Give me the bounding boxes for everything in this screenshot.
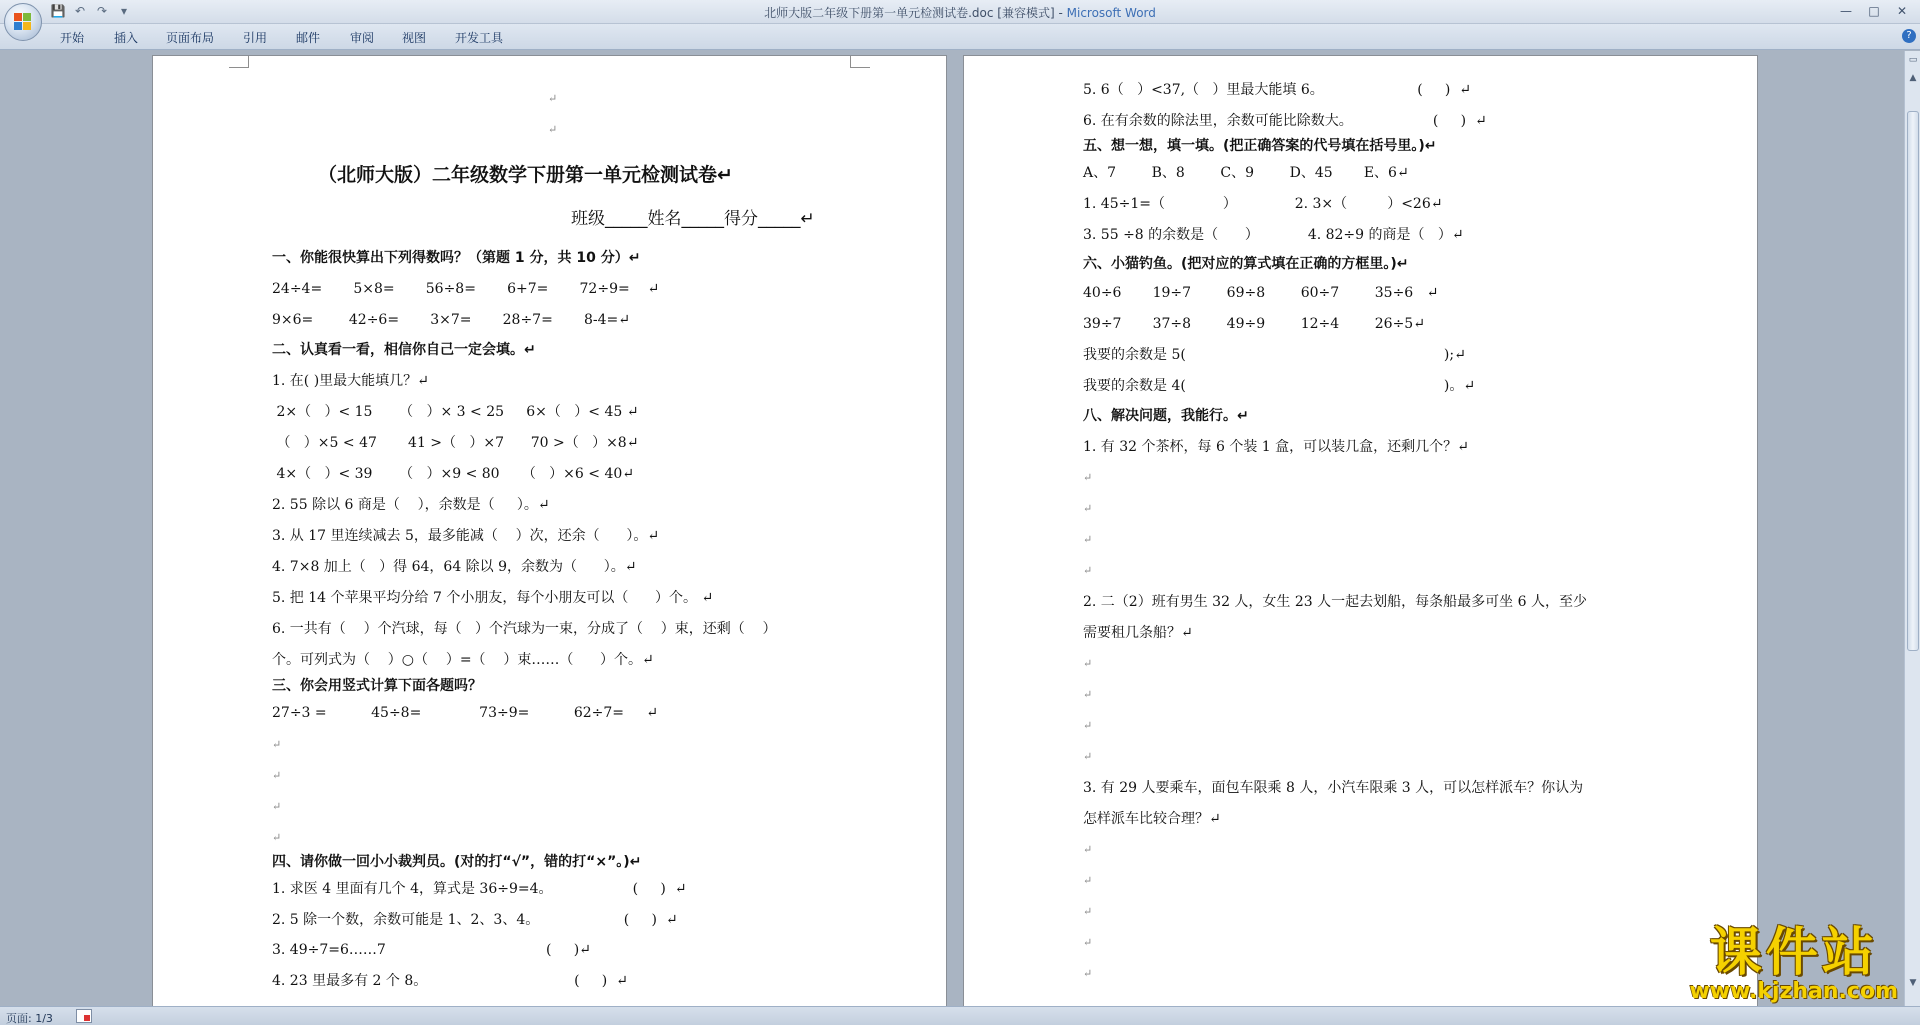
paragraph-mark: ↵ bbox=[1083, 533, 1093, 546]
section-heading: 八、解决问题，我能行。↵ bbox=[1083, 408, 1249, 424]
document-title: 北师大版二年级下册第一单元检测试卷.doc [兼容模式] bbox=[764, 6, 1055, 20]
document-workspace bbox=[0, 51, 1904, 1006]
site-watermark bbox=[1689, 925, 1898, 1003]
section-heading: 二、认真看一看，相信你自己一定会填。↵ bbox=[272, 342, 536, 358]
help-icon[interactable]: ? bbox=[1902, 29, 1916, 43]
text-line: 4×（ ）< 39 （ ）×9 < 80 （ ）×6 < 40↵ bbox=[272, 466, 634, 482]
paragraph-mark: ↵ bbox=[1083, 688, 1093, 701]
text-line: A、7 B、8 C、9 D、45 E、6↵ bbox=[1083, 165, 1409, 181]
tab-review[interactable]: 审阅 bbox=[350, 31, 375, 45]
tab-home[interactable]: 开始 bbox=[60, 31, 85, 45]
office-button[interactable] bbox=[4, 3, 42, 41]
text-line: 9×6= 42÷6= 3×7= 28÷7= 8-4=↵ bbox=[272, 312, 630, 328]
paragraph-mark: ↵ bbox=[1083, 719, 1093, 732]
text-line: 5. 6（ ）<37,（ ）里最大能填 6。 ( ) ↵ bbox=[1083, 82, 1472, 98]
tab-references[interactable]: 引用 bbox=[243, 31, 268, 45]
paragraph-mark: ↵ bbox=[548, 123, 558, 136]
text-line: 2. 55 除以 6 商是（ ），余数是（ ）。↵ bbox=[272, 497, 550, 513]
text-line: 3. 49÷7=6……7 ( )↵ bbox=[272, 942, 591, 958]
text-line: 3. 从 17 里连续减去 5，最多能减（ ）次，还余（ ）。↵ bbox=[272, 528, 660, 544]
text-line: 1. 在( )里最大能填几？↵ bbox=[272, 373, 429, 389]
ribbon-tabs bbox=[0, 24, 1920, 50]
text-line: 6. 一共有（ ）个汽球，每（ ）个汽球为一束，分成了（ ）束，还剩（ ） bbox=[272, 621, 777, 637]
minimize-button[interactable]: — bbox=[1840, 4, 1852, 18]
text-line: 5. 把 14 个苹果平均分给 7 个小朋友，每个小朋友可以（ ）个。 ↵ bbox=[272, 590, 714, 606]
undo-icon[interactable]: ↶ bbox=[74, 4, 86, 18]
paragraph-mark: ↵ bbox=[1083, 905, 1093, 918]
paragraph-mark: ↵ bbox=[1083, 564, 1093, 577]
office-logo-icon bbox=[14, 13, 32, 31]
section-heading: 六、小猫钓鱼。(把对应的算式填在正确的方框里。)↵ bbox=[1083, 256, 1409, 272]
crop-mark bbox=[229, 56, 249, 68]
scrollbar-thumb[interactable] bbox=[1907, 111, 1919, 651]
paragraph-mark: ↵ bbox=[1083, 657, 1093, 670]
tab-view[interactable]: 视图 bbox=[402, 31, 427, 45]
tab-developer[interactable]: 开发工具 bbox=[455, 31, 504, 45]
paragraph-mark: ↵ bbox=[1083, 936, 1093, 949]
title-separator: - bbox=[1054, 6, 1067, 20]
text-line: 1. 有 32 个茶杯，每 6 个装 1 盒，可以装几盒，还剩几个？↵ bbox=[1083, 439, 1469, 455]
paragraph-mark: ↵ bbox=[1083, 967, 1093, 980]
redo-icon[interactable]: ↷ bbox=[96, 4, 108, 18]
paragraph-mark: ↵ bbox=[1083, 843, 1093, 856]
paragraph-mark: ↵ bbox=[272, 769, 282, 782]
maximize-button[interactable]: □ bbox=[1868, 4, 1880, 18]
app-name: Microsoft Word bbox=[1066, 6, 1156, 20]
paragraph-mark: ↵ bbox=[1083, 471, 1093, 484]
section-heading: 五、想一想，填一填。(把正确答案的代号填在括号里。)↵ bbox=[1083, 138, 1437, 154]
status-bar bbox=[0, 1006, 1920, 1025]
text-line: 需要租几条船？↵ bbox=[1083, 625, 1193, 641]
text-line: 6. 在有余数的除法里，余数可能比除数大。 ( ) ↵ bbox=[1083, 113, 1487, 129]
tab-page-layout[interactable]: 页面布局 bbox=[166, 31, 215, 45]
page-2[interactable] bbox=[963, 55, 1758, 1006]
text-line: 3. 有 29 人要乘车，面包车限乘 8 人，小汽车限乘 3 人，可以怎样派车？你认为 bbox=[1083, 780, 1584, 796]
proofing-icon[interactable] bbox=[76, 1009, 92, 1023]
tab-insert[interactable]: 插入 bbox=[114, 31, 139, 45]
text-line: 我要的余数是 4( )。↵ bbox=[1083, 378, 1476, 394]
text-line: 4. 7×8 加上（ ）得 64，64 除以 9，余数为（ ）。↵ bbox=[272, 559, 637, 575]
close-button[interactable]: ✕ bbox=[1896, 4, 1908, 18]
vertical-scrollbar[interactable] bbox=[1904, 51, 1920, 1006]
text-line: 1. 求医 4 里面有几个 4，算式是 36÷9=4。 ( ) ↵ bbox=[272, 881, 687, 897]
text-line: 24÷4= 5×8= 56÷8= 6+7= 72÷9= ↵ bbox=[272, 281, 660, 297]
page-number-indicator[interactable]: 页面: 1/3 bbox=[6, 1012, 53, 1025]
window-title bbox=[0, 4, 1920, 21]
text-line: 2. 5 除一个数，余数可能是 1、2、3、4。 ( ) ↵ bbox=[272, 912, 678, 928]
text-line: （ ）×5 < 47 41 >（ ）×7 70 >（ ）×8↵ bbox=[272, 435, 639, 451]
watermark-title: 课件站 bbox=[1709, 923, 1878, 983]
text-line: 4. 23 里最多有 2 个 8。 ( ) ↵ bbox=[272, 973, 628, 989]
watermark-url: www.kjzhan.com bbox=[1689, 979, 1898, 1004]
student-info-line: 班级_____姓名_____得分_____↵ bbox=[571, 209, 815, 229]
save-icon[interactable]: 💾 bbox=[50, 4, 66, 18]
paragraph-mark: ↵ bbox=[1083, 750, 1093, 763]
section-heading: 四、请你做一回小小裁判员。(对的打“√”，错的打“×”。)↵ bbox=[272, 854, 642, 870]
section-heading: 一、你能很快算出下列得数吗？（第题 1 分，共 10 分）↵ bbox=[272, 250, 641, 266]
text-line: 1. 45÷1=（ ） 2. 3×（ ）<26↵ bbox=[1083, 196, 1443, 212]
ruler-toggle-icon[interactable]: ▭ bbox=[1908, 55, 1918, 65]
document-title-text: （北师大版）二年级数学下册第一单元检测试卷↵ bbox=[318, 164, 733, 186]
paragraph-mark: ↵ bbox=[548, 92, 558, 105]
scroll-up-arrow-icon[interactable]: ▲ bbox=[1909, 73, 1917, 83]
text-line: 2×（ ）< 15 （ ）× 3 < 25 6×（ ）< 45 ↵ bbox=[272, 404, 639, 420]
text-line: 27÷3 = 45÷8= 73÷9= 62÷7= ↵ bbox=[272, 705, 659, 721]
page-1[interactable] bbox=[152, 55, 947, 1006]
text-line: 3. 55 ÷8 的余数是（ ） 4. 82÷9 的商是（ ）↵ bbox=[1083, 227, 1464, 243]
text-line: 怎样派车比较合理？↵ bbox=[1083, 811, 1221, 827]
crop-mark bbox=[850, 56, 870, 68]
paragraph-mark: ↵ bbox=[272, 800, 282, 813]
paragraph-mark: ↵ bbox=[272, 738, 282, 751]
section-heading: 三、你会用竖式计算下面各题吗？ bbox=[272, 678, 482, 694]
tab-mailings[interactable]: 邮件 bbox=[296, 31, 321, 45]
customize-toolbar-icon[interactable]: ▾ bbox=[120, 4, 128, 18]
paragraph-mark: ↵ bbox=[272, 831, 282, 844]
window-controls bbox=[1834, 2, 1914, 20]
title-bar bbox=[0, 0, 1920, 24]
text-line: 2. 二（2）班有男生 32 人，女生 23 人一起去划船，每条船最多可坐 6 人，至少 bbox=[1083, 594, 1587, 610]
text-line: 40÷6 19÷7 69÷8 60÷7 35÷6 ↵ bbox=[1083, 285, 1439, 301]
paragraph-mark: ↵ bbox=[1083, 502, 1093, 515]
text-line: 39÷7 37÷8 49÷9 12÷4 26÷5↵ bbox=[1083, 316, 1425, 332]
text-line: 我要的余数是 5( );↵ bbox=[1083, 347, 1466, 363]
text-line: 个。可列式为（ ）○（ ）=（ ）束……（ ）个。↵ bbox=[272, 652, 654, 668]
paragraph-mark: ↵ bbox=[1083, 874, 1093, 887]
scroll-down-arrow-icon[interactable]: ▼ bbox=[1909, 978, 1917, 988]
